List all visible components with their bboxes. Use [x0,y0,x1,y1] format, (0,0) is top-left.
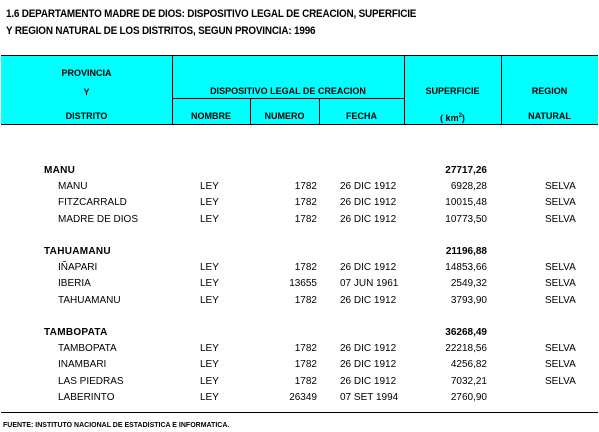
district-numero: 13655 [289,278,317,290]
header-distrito: DISTRITO [65,111,108,121]
district-name: LAS PIEDRAS [58,375,124,387]
district-superficie: 14853,66 [445,262,487,274]
district-region: SELVA [545,359,576,371]
district-superficie: 4256,82 [450,359,487,371]
district-fecha: 07 SET 1994 [340,391,399,403]
district-superficie: 2549,32 [450,278,487,290]
district-numero: 1782 [294,213,317,225]
header-natural: NATURAL [528,111,571,121]
table-title [6,6,537,40]
header-superficie: SUPERFICIE [425,86,480,96]
district-superficie: 6928,28 [450,181,487,193]
table-row [0,179,599,195]
province-row [0,244,599,260]
district-fecha: 26 DIC 1912 [340,359,397,371]
table-row [0,374,599,390]
district-fecha: 07 JUN 1961 [340,278,399,290]
district-name: TAMBOPATA [58,343,117,355]
district-region: SELVA [545,375,576,387]
district-nombre: LEY [200,343,219,355]
header-subdivider [172,98,404,99]
table-header [1,55,598,125]
district-name: MADRE DE DIOS [58,213,139,225]
table-row [0,195,599,211]
header-superficie-unit: ( $km^2$) [440,113,465,123]
district-name: MANU [58,181,88,193]
district-superficie: 10773,50 [445,213,487,225]
district-nombre: LEY [200,278,219,290]
title-line-2: Y REGION NATURAL DE LOS DISTRITOS, SEGUN PROVINCIA: 1996 [6,25,316,37]
header-provincia: PROVINCIA [61,68,112,78]
table-row [0,341,599,357]
district-region: SELVA [545,278,576,290]
district-nombre: LEY [200,181,219,193]
province-name: TAHUAMANU [44,246,111,257]
header-nombre: NOMBRE [191,111,231,121]
district-region: SELVA [545,343,576,355]
district-numero: 26349 [289,391,317,403]
district-superficie: 3793,90 [450,294,487,306]
district-numero: 1782 [294,181,317,193]
district-name: INAMBARI [58,359,107,371]
district-fecha: 26 DIC 1912 [340,294,397,306]
district-fecha: 26 DIC 1912 [340,213,397,225]
district-name: IÑAPARI [58,262,98,274]
province-superficie: 27717,26 [445,165,487,176]
district-nombre: LEY [200,391,219,403]
district-superficie: 2760,90 [450,391,487,403]
district-fecha: 26 DIC 1912 [340,181,397,193]
header-y: Y [83,87,90,97]
district-fecha: 26 DIC 1912 [340,262,397,274]
district-region: SELVA [545,181,576,193]
district-numero: 1782 [294,262,317,274]
district-numero: 1782 [294,375,317,387]
province-row [0,325,599,341]
district-nombre: LEY [200,294,219,306]
district-numero: 1782 [294,359,317,371]
district-fecha: 26 DIC 1912 [340,343,397,355]
district-fecha: 26 DIC 1912 [340,197,397,209]
district-name: IBERIA [58,278,91,290]
province-name: MANU [44,165,76,176]
title-line-1: 1.6 DEPARTAMENTO MADRE DE DIOS: DISPOSITIVO LEGAL DE CREACION, SUPERFICIE [6,8,417,20]
header-fecha: FECHA [346,111,377,121]
province-superficie: 36268,49 [445,327,487,338]
district-region: SELVA [545,213,576,225]
district-numero: 1782 [294,197,317,209]
district-nombre: LEY [200,359,219,371]
table-row [0,212,599,228]
district-name: TAHUAMANU [58,294,121,306]
district-numero: 1782 [294,294,317,306]
table-row [0,276,599,292]
district-name: LABERINTO [58,391,115,403]
header-dispositivo: DISPOSITIVO LEGAL DE CREACION [210,86,366,96]
header-numero: NUMERO [264,111,305,121]
district-nombre: LEY [200,262,219,274]
province-superficie: 21196,88 [445,246,487,257]
table-row [0,260,599,276]
table-row [0,293,599,309]
district-superficie: 10015,48 [445,197,487,209]
district-region: SELVA [545,262,576,274]
district-superficie: 22218,56 [445,343,487,355]
district-nombre: LEY [200,197,219,209]
bottom-rule [1,412,598,413]
table-row [0,390,599,406]
source-note: FUENTE: INSTITUTO NACIONAL DE ESTADISTICA E INFORMATICA. [3,422,230,429]
province-row [0,163,599,179]
district-region: SELVA [545,294,576,306]
district-nombre: LEY [200,375,219,387]
district-region: SELVA [545,197,576,209]
header-region: REGION [531,86,568,96]
table-row [0,357,599,373]
district-name: FITZCARRALD [58,197,127,209]
district-fecha: 26 DIC 1912 [340,375,397,387]
district-numero: 1782 [294,343,317,355]
province-name: TAMBOPATA [44,327,108,338]
district-superficie: 7032,21 [450,375,487,387]
district-nombre: LEY [200,213,219,225]
